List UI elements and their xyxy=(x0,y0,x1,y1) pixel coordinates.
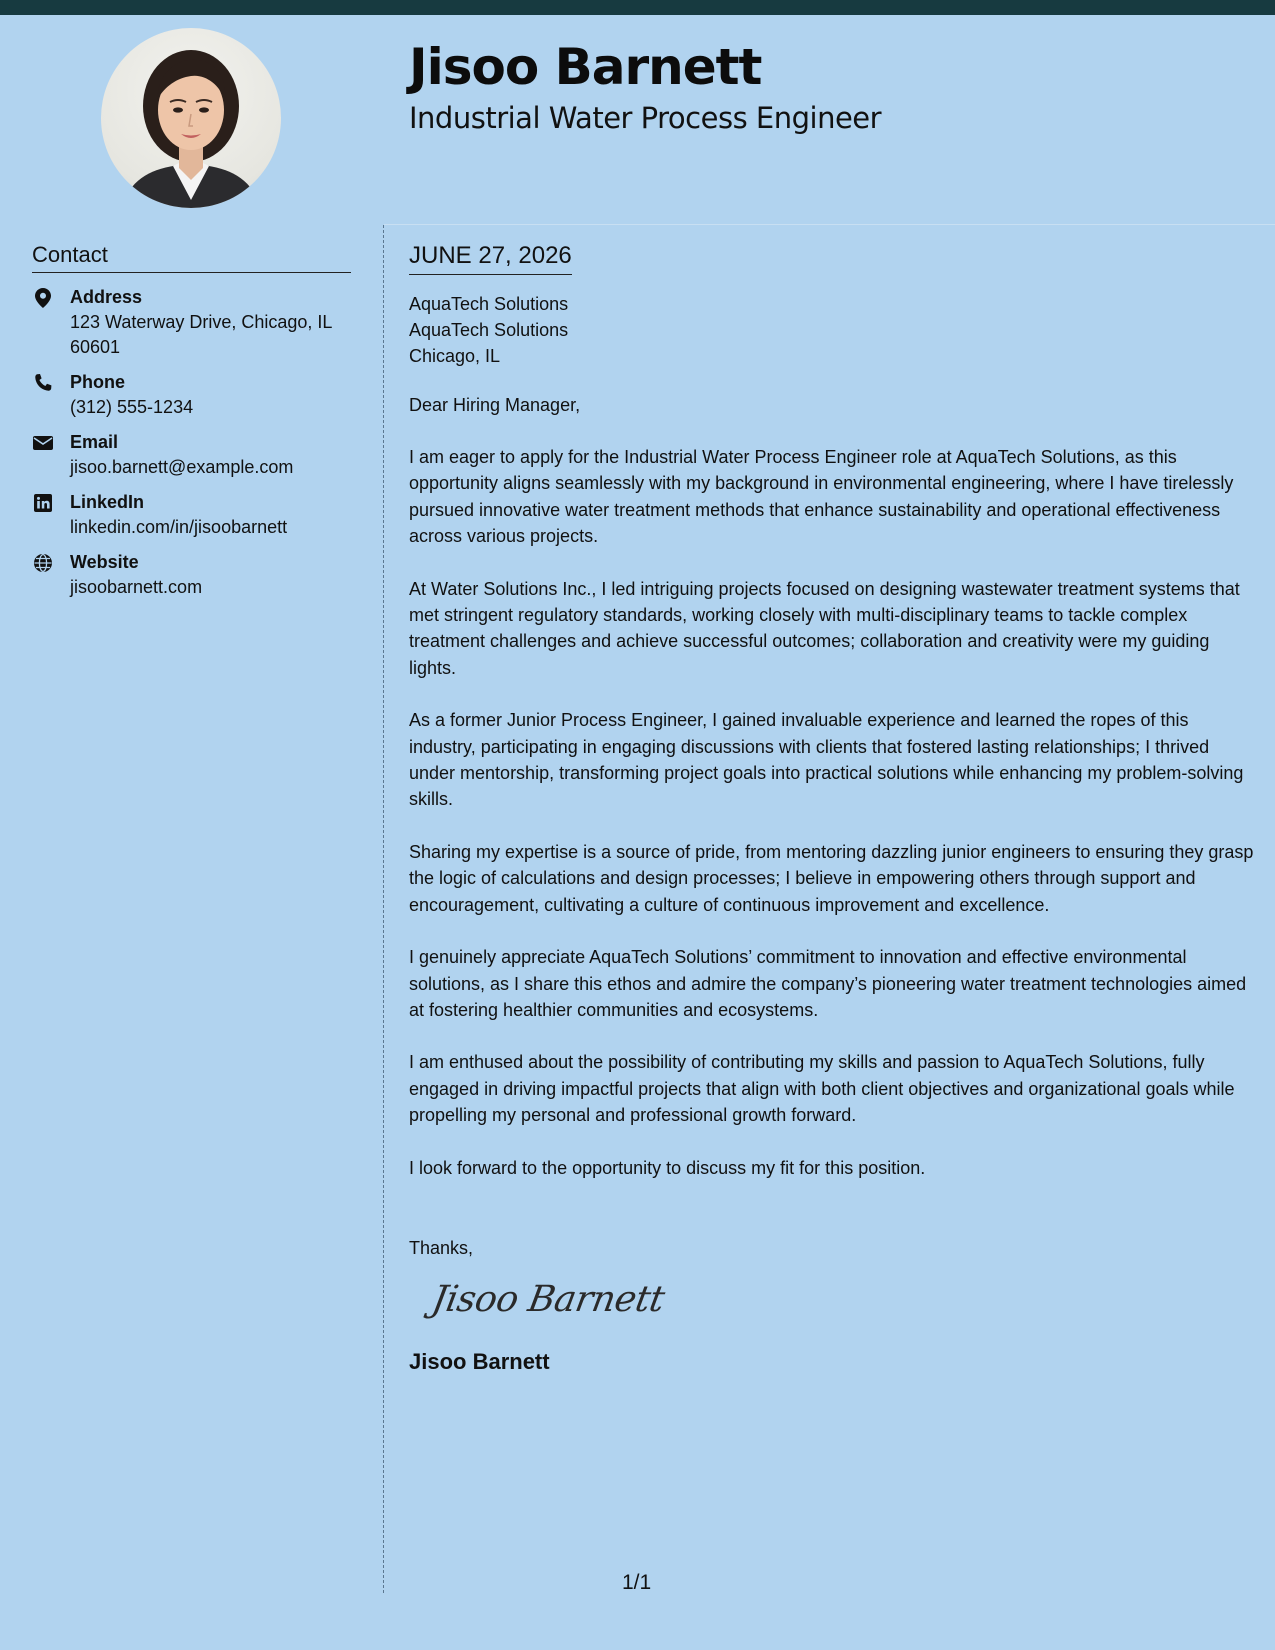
email-value[interactable]: jisoo.barnett@example.com xyxy=(70,457,294,477)
salutation: Dear Hiring Manager, xyxy=(409,395,581,415)
linkedin-value[interactable]: linkedin.com/in/jisoobarnett xyxy=(70,517,288,537)
contact-label: Phone xyxy=(70,372,126,392)
website-value[interactable]: jisoobarnett.com xyxy=(70,577,203,597)
letter-paragraph: Sharing my expertise is a source of pride, from mentoring dazzling junior engineers to ensuring they grasp the logic of calculations and design processes; I believe in empowering others through support and encouragement, cultivating a culture of continuous improvement and excellence. xyxy=(409,841,1254,915)
contact-label: Website xyxy=(70,552,139,572)
recipient-line: AquaTech Solutions xyxy=(409,320,569,340)
letter-paragraph: I am enthused about the possibility of contributing my skills and passion to AquaTech Solutions, fully engaged in driving impactful projects that align with both client objectives and organizational goals while propelling my personal and professional growth forward. xyxy=(409,1052,1235,1126)
map-pin-icon xyxy=(32,287,54,309)
letter-paragraph: I look forward to the opportunity to discuss my fit for this position. xyxy=(409,1157,926,1178)
portrait-photo xyxy=(101,28,281,208)
letter-paragraph: I am eager to apply for the Industrial Water Process Engineer role at AquaTech Solutions, as this opportunity aligns seamlessly with my background in environmental engineering, where I have tirelessly pursued innovative water treatment methods that enhance sustainability and operational effectiveness across various projects. xyxy=(409,447,1234,547)
letter-paragraph: As a former Junior Process Engineer, I gained invaluable experience and learned the ropes of this industry, participating in engaging discussions with clients that fostered lasting relationships; I thrived under mentorship, transforming project goals into practical solutions while enhancing my problem-solving skills. xyxy=(409,710,1244,810)
avatar xyxy=(101,28,281,208)
page-title: Jisoo Barnett xyxy=(409,38,762,96)
contact-label: LinkedIn xyxy=(70,492,145,512)
contact-item-email xyxy=(32,430,351,480)
contact-item-phone xyxy=(32,370,351,420)
job-title: Industrial Water Process Engineer xyxy=(409,101,882,135)
letter-paragraph: At Water Solutions Inc., I led intriguing projects focused on designing wastewater treatment systems that met stringent regulatory standards, working closely with multi-disciplinary teams to tackle complex treatment challenges and achieve successful outcomes; collaboration and creativity were my guiding lights. xyxy=(409,578,1240,678)
handwritten-signature: Jisoo Barnett xyxy=(428,1278,668,1320)
column-divider xyxy=(383,225,384,1593)
contact-item-website xyxy=(32,550,351,600)
contact-label: Address xyxy=(70,287,143,307)
contact-item-linkedin xyxy=(32,490,351,540)
envelope-icon xyxy=(32,432,54,454)
recipient-line: Chicago, IL xyxy=(409,346,501,366)
phone-icon xyxy=(32,372,54,394)
contact-sidebar xyxy=(32,242,351,610)
contact-label: Email xyxy=(70,432,119,452)
header-divider xyxy=(384,224,1275,225)
page-number: 1/1 xyxy=(622,1571,652,1594)
letter-paragraph: I genuinely appreciate AquaTech Solutions’ commitment to innovation and effective environmental solutions, as I share this ethos and admire the company’s pioneering water treatment technologies aimed at fostering healthier communities and ecosystems. xyxy=(409,947,1247,1020)
globe-icon xyxy=(32,552,54,574)
letter-body xyxy=(409,242,1254,1375)
letter-date: JUNE 27, 2026 xyxy=(409,242,572,275)
recipient-line: AquaTech Solutions xyxy=(409,294,569,314)
top-accent-bar xyxy=(0,0,1275,15)
contact-heading: Contact xyxy=(32,242,351,273)
phone-value[interactable]: (312) 555-1234 xyxy=(70,397,194,417)
linkedin-icon xyxy=(32,492,54,514)
closing: Thanks, xyxy=(409,1237,474,1258)
recipient-block xyxy=(409,291,1254,369)
signer-name: Jisoo Barnett xyxy=(409,1348,550,1374)
address-value: 123 Waterway Drive, Chicago, IL 60601 xyxy=(70,312,332,357)
contact-item-address xyxy=(32,285,351,360)
